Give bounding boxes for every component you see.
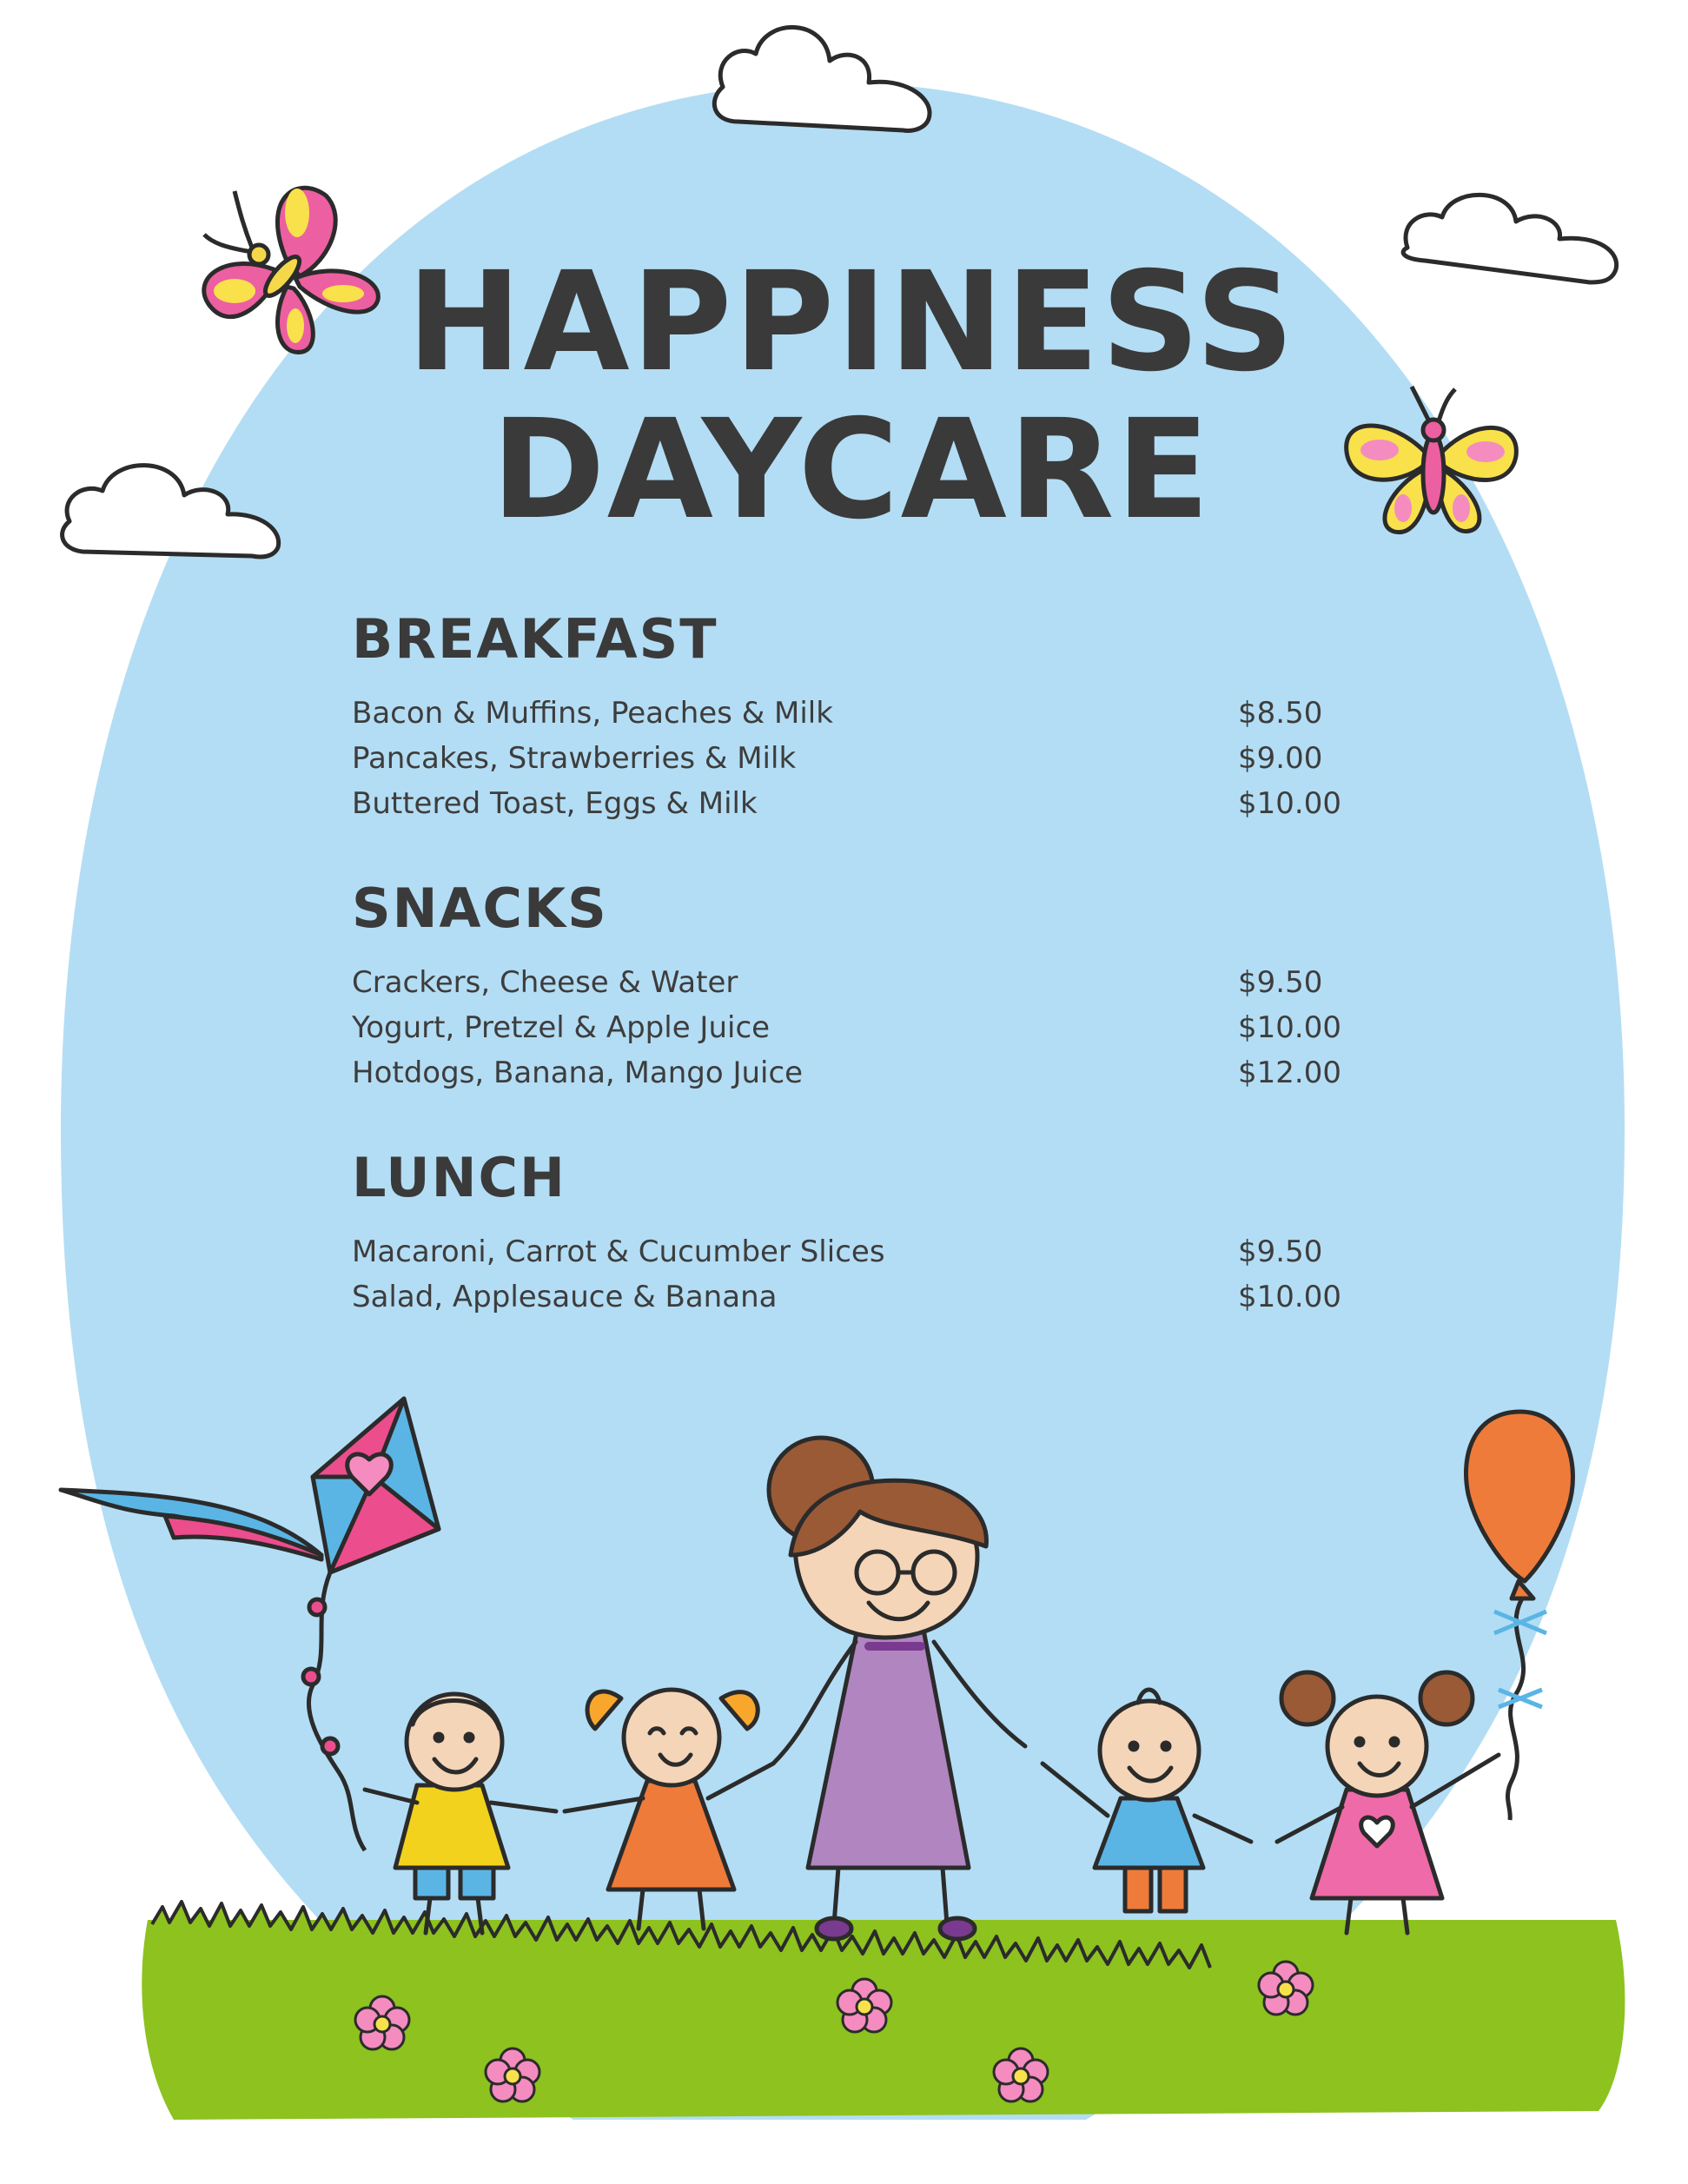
menu-item-price: $10.00: [1238, 1280, 1341, 1314]
menu-item-price: $9.00: [1238, 741, 1323, 776]
page-title-line-1: HAPPINESS: [407, 242, 1296, 402]
menu-item-name: Pancakes, Strawberries & Milk: [352, 741, 797, 776]
menu-item-price: $12.00: [1238, 1056, 1341, 1090]
menu-item-price: $9.50: [1238, 965, 1323, 1000]
section-heading: SNACKS: [352, 877, 608, 940]
menu-item: [352, 1050, 1351, 1095]
section-heading: LUNCH: [352, 1146, 566, 1209]
menu-item: [352, 691, 1351, 736]
section-heading: BREAKFAST: [352, 607, 718, 671]
page-title-line-2: DAYCARE: [491, 390, 1212, 550]
menu-item-price: $10.00: [1238, 1010, 1341, 1045]
menu-item: [352, 736, 1351, 781]
menu-item-name: Hotdogs, Banana, Mango Juice: [352, 1056, 804, 1090]
menu-item: [352, 1005, 1351, 1050]
menu-item-name: Buttered Toast, Eggs & Milk: [352, 786, 758, 821]
menu-item-name: Salad, Applesauce & Banana: [352, 1280, 778, 1314]
menu-item: [352, 781, 1351, 826]
menu-item: [352, 1274, 1351, 1320]
cloud-icon: [714, 27, 930, 130]
menu-item: [352, 1229, 1351, 1274]
menu-item-name: Macaroni, Carrot & Cucumber Slices: [352, 1234, 885, 1269]
menu-item-name: Yogurt, Pretzel & Apple Juice: [352, 1010, 771, 1045]
menu-item-price: $9.50: [1238, 1234, 1323, 1269]
cloud-icon: [1403, 195, 1616, 282]
menu-item: [352, 960, 1351, 1005]
menu-item-price: $10.00: [1238, 786, 1341, 821]
menu-item-price: $8.50: [1238, 696, 1323, 731]
menu-item-name: Bacon & Muffins, Peaches & Milk: [352, 696, 833, 731]
menu-section-breakfast: [352, 607, 1351, 826]
menu-section-lunch: [352, 1146, 1351, 1320]
menu-item-name: Crackers, Cheese & Water: [352, 965, 738, 1000]
menu-section-snacks: [352, 877, 1351, 1095]
